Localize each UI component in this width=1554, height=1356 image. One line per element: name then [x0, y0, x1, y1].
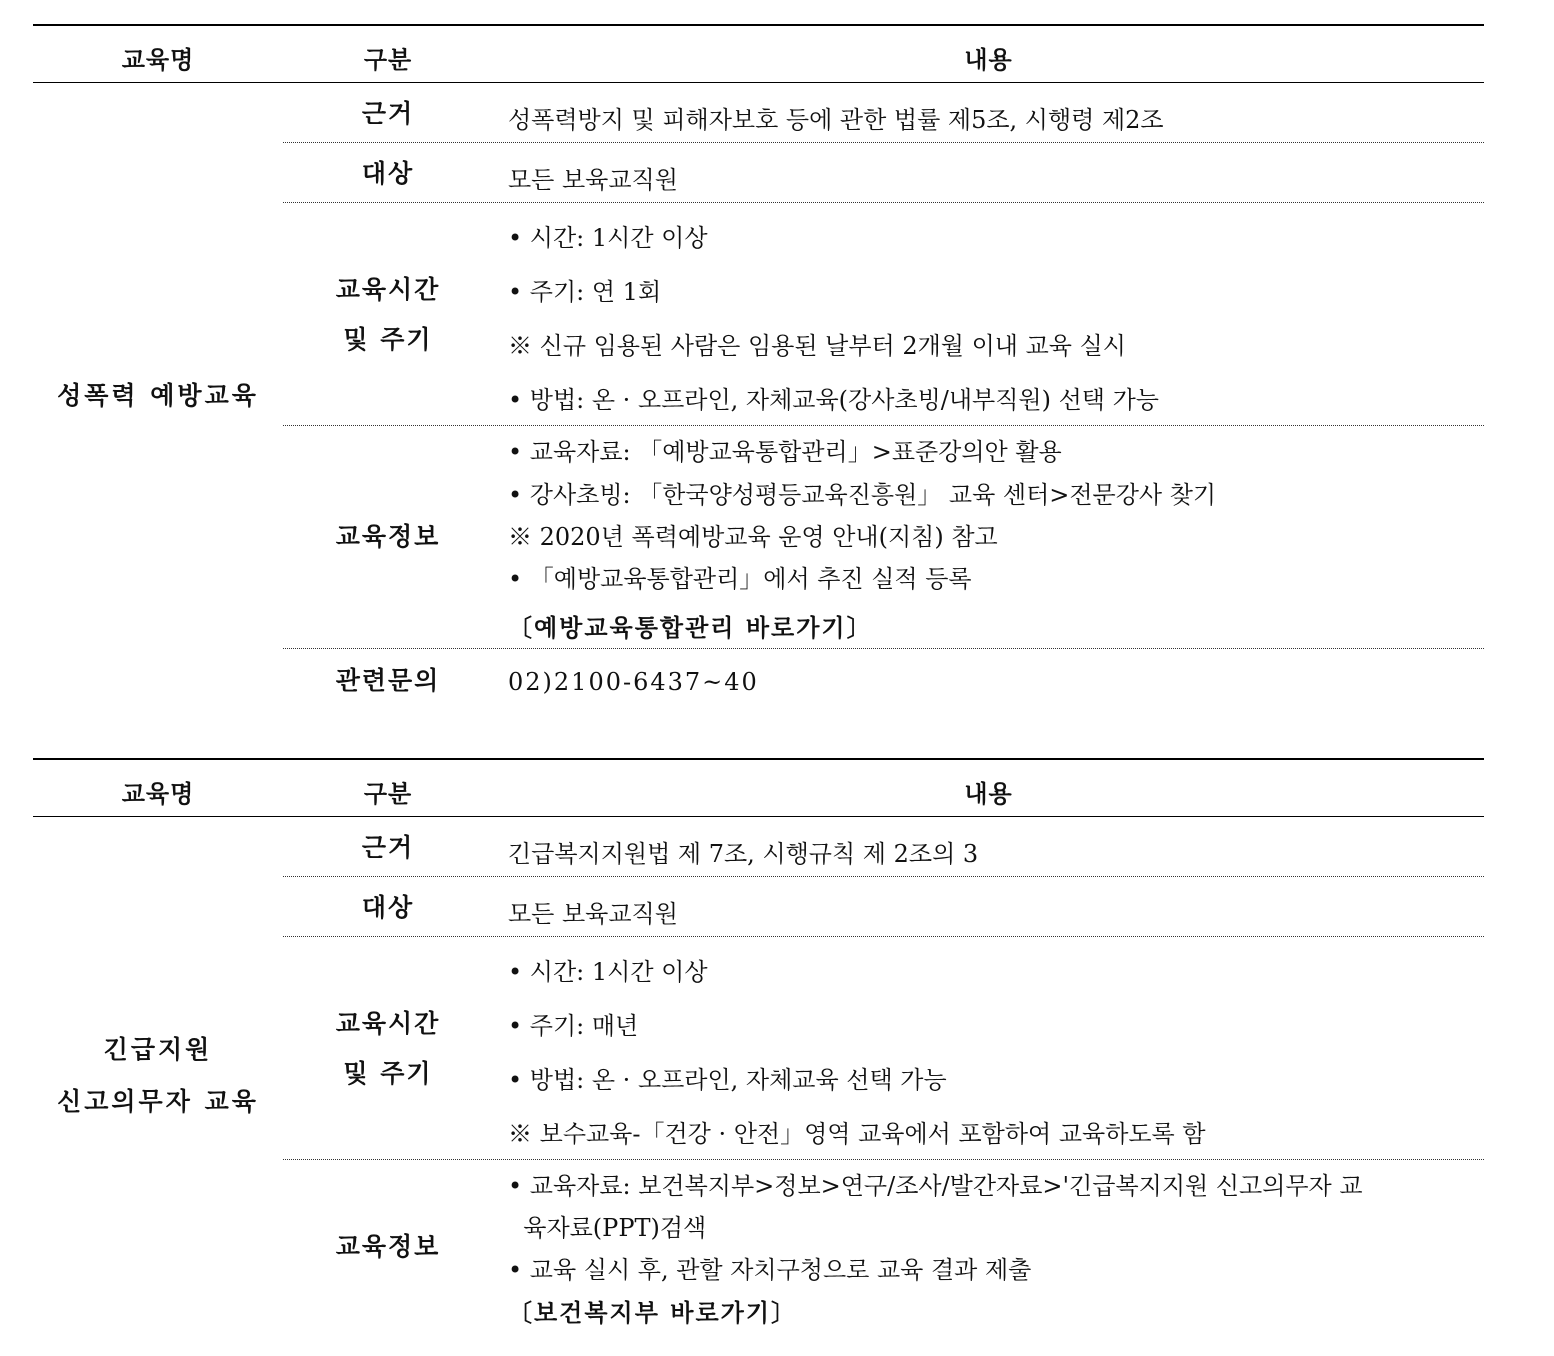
- basis-text: 긴급복지지원법 제 7조, 시행규칙 제 2조의 3: [508, 840, 979, 868]
- category-info: 교육정보: [335, 1232, 441, 1261]
- schedule-line: • 시간: 1시간 이상: [508, 958, 708, 986]
- category-info: 교육정보: [335, 522, 441, 551]
- category-basis: 근거: [361, 99, 415, 128]
- link-prevention-education-portal[interactable]: 〔예방교육통합관리 바로가기〕: [508, 613, 873, 642]
- row-divider: [283, 876, 1484, 877]
- education-name-line1: 긴급지원: [103, 1035, 213, 1064]
- contact-phone: 02)2100-6437~40: [508, 668, 759, 696]
- header-bottom-rule: [33, 816, 1484, 817]
- info-line: • 「예방교육통합관리」에서 추진 실적 등록: [508, 565, 972, 593]
- header-name: 교육명: [121, 779, 195, 808]
- row-divider: [283, 936, 1484, 937]
- table-emergency-support-reporter: [33, 0, 1484, 1356]
- schedule-line: ※ 신규 임용된 사람은 임용된 날부터 2개월 이내 교육 실시: [508, 332, 1126, 360]
- info-line: • 강사초빙: 「한국양성평등교육진흥원」 교육 센터>전문강사 찾기: [508, 481, 1217, 509]
- schedule-line: • 방법: 온 · 오프라인, 자체교육(강사초빙/내부직원) 선택 가능: [508, 386, 1159, 414]
- header-category: 구분: [363, 779, 413, 808]
- header-name: 교육명: [121, 45, 195, 74]
- row-divider: [283, 1159, 1484, 1160]
- info-line: • 교육 실시 후, 관할 자치구청으로 교육 결과 제출: [508, 1256, 1032, 1284]
- target-text: 모든 보육교직원: [508, 900, 678, 928]
- schedule-line: • 주기: 연 1회: [508, 278, 662, 306]
- basis-text: 성폭력방지 및 피해자보호 등에 관한 법률 제5조, 시행령 제2조: [508, 106, 1164, 134]
- table-top-rule: [33, 758, 1484, 760]
- category-basis: 근거: [361, 833, 415, 862]
- schedule-line: • 주기: 매년: [508, 1012, 639, 1040]
- category-schedule-line1: 교육시간: [335, 275, 441, 304]
- link-ministry-of-health-welfare[interactable]: 〔보건복지부 바로가기〕: [508, 1298, 798, 1327]
- category-schedule-line1: 교육시간: [335, 1009, 441, 1038]
- header-content: 내용: [964, 45, 1013, 74]
- category-schedule-line2: 및 주기: [343, 325, 433, 354]
- header-content: 내용: [964, 779, 1013, 808]
- target-text: 모든 보육교직원: [508, 166, 678, 194]
- info-line: 육자료(PPT)검색: [508, 1214, 707, 1242]
- category-target: 대상: [361, 893, 415, 922]
- education-name: 성폭력 예방교육: [57, 381, 259, 410]
- category-contact: 관련문의: [335, 666, 441, 695]
- info-line: • 교육자료: 보건복지부>정보>연구/조사/발간자료>'긴급복지지원 신고의무자 교: [508, 1172, 1363, 1200]
- schedule-line: • 방법: 온 · 오프라인, 자체교육 선택 가능: [508, 1066, 947, 1094]
- category-schedule: [283, 999, 493, 1099]
- header-category: 구분: [363, 45, 413, 74]
- schedule-line: ※ 보수교육-「건강 · 안전」영역 교육에서 포함하여 교육하도록 함: [508, 1120, 1206, 1148]
- info-line: • 교육자료: 「예방교육통합관리」>표준강의안 활용: [508, 438, 1062, 466]
- education-name: [33, 1024, 283, 1128]
- info-line: ※ 2020년 폭력예방교육 운영 안내(지침) 참고: [508, 523, 998, 551]
- category-schedule-line2: 및 주기: [343, 1059, 433, 1088]
- category-target: 대상: [361, 159, 415, 188]
- education-name-line2: 신고의무자 교육: [57, 1087, 259, 1116]
- schedule-line: • 시간: 1시간 이상: [508, 224, 708, 252]
